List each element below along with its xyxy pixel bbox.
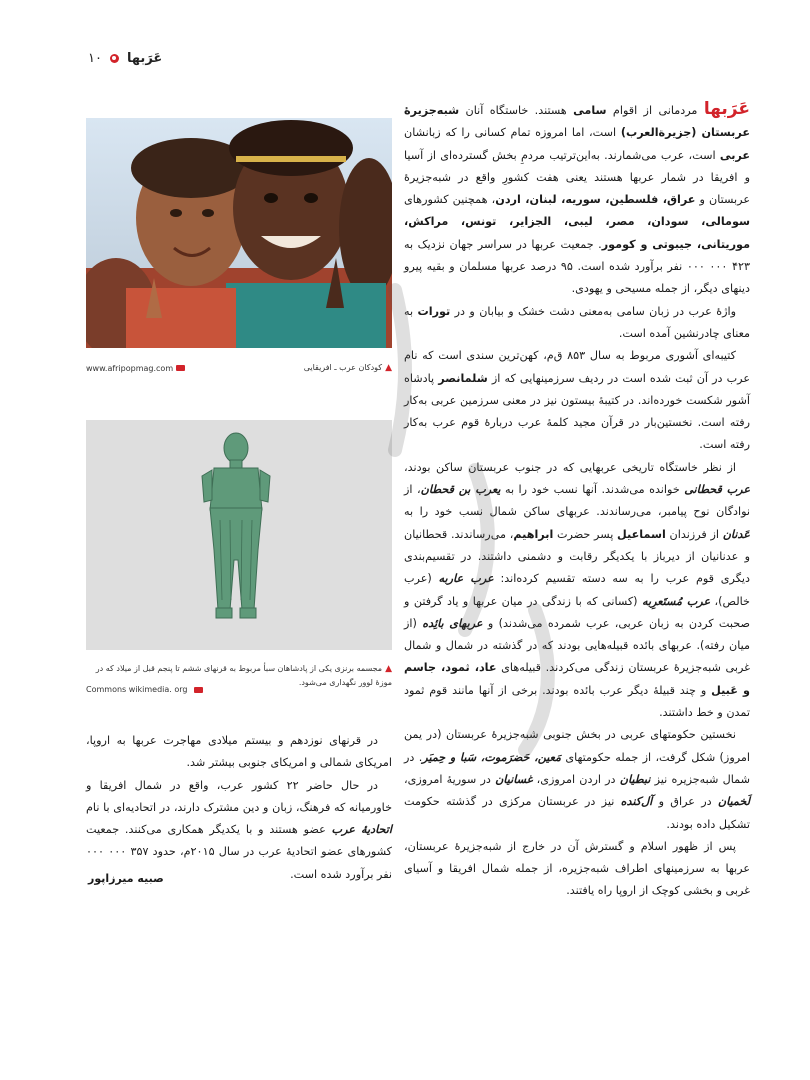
text-run: پادشاه آشور شکست خورده‌اند. در کتیبهٔ بیستون نیز در معنی سرزمین عربی به‌کار رفته است. نخستین‌بار در قرآن مجید کلمهٔ عرب دربارهٔ قوم عرب به‌کار رفته است. [404,371,750,452]
camera-icon [194,687,203,693]
text-run: غسانیان [495,772,533,786]
article-lead-title: عَرَبها [703,99,750,119]
text-run: تورات [417,304,451,318]
text-run: عضو هستند و با یکدیگر همکاری می‌کنند. جمعیت کشورهای عضو اتحادیهٔ عرب در سال ۲۰۱۵م، حدود ۳۵۷ ۰۰۰ ۰۰۰ نفر برآورد شده است. [86,823,393,881]
figure2-credit: Commons wikimedia. org [86,685,203,694]
text-run: و چند قبیلهٔ دیگر عرب بائده بودند. برخی از آنها مانند قوم ثمود تمدن و خط داشتند. [404,683,750,720]
paragraph-governments [404,724,750,835]
article-column-right [404,98,750,903]
text-run: نخستین حکومتهای عربی در بخش جنوبی شبه‌جزیرهٔ عربستان (در یمن امروز) شکل گرفت، از جمله حکومتهای [404,728,750,764]
paragraph-intro [404,98,750,301]
text-run: ، همچنین کشورهای [404,193,496,207]
text-run: مردمانی از اقوام [606,104,704,117]
text-run: نیز در عربستان مرکزی در گذشته حکومت تشکیل داده بودند. [404,795,750,831]
text-run: است، اما امروزه تمام کسانی را که زبانشان [404,126,621,140]
text-run: . در شمال شبه‌جزیره نیز [404,750,750,786]
text-run: سامی [573,104,607,117]
text-run: در سوریهٔ امروزی، [404,772,496,786]
text-run: شبه‌جزیرهٔ عربستان (جزیرةالعرب) [404,104,750,140]
text-run: خوانده می‌شدند. آنها نسب خود را به [500,483,685,497]
paragraph-arab-league [86,775,392,886]
text-run: لَخمیان [717,795,750,809]
text-run: در اردن امروزی، [532,772,620,786]
article-column-left [86,730,392,886]
text-run: مَعین، حَضرَموت، سَبا و حِمیَر [422,750,561,764]
text-run: در عراق و [652,795,718,809]
text-run: پس از ظهور اسلام و گسترش آن در خارج از شبه‌جزیرهٔ عربستان، عربها به سرزمینهای اطراف شبه‌جزیره، از جمله شمال افریقا و آسیای غربی و بخشی کوچک از اروپا راه یافتند. [404,839,750,898]
text-run: عرب قحطانی [684,483,751,497]
text-run: ، می‌رساندند. قحطانیان و عدنانیان از دیرباز با یکدیگر رقابت و دشمنی داشتند. در تقسیم‌بندی دیگری قوم عرب را به سه دسته تقسیم کرده‌اند: [404,527,750,586]
text-run: عربی [719,148,750,162]
figure1-caption-row [86,363,392,373]
page-header [88,46,162,70]
text-run: واژهٔ عرب در زبان سامی به‌معنی دشت خشک و بیابان و در [450,304,737,318]
page-number: ۱۰ [88,50,102,66]
text-run: اتحادیهٔ عرب [331,823,392,837]
text-run: از نظر خاستگاه تاریخی عربهایی که در جنوب عربستان ساکن بودند، [404,460,736,474]
text-run: عَدنان [722,527,750,541]
paragraph-origins [404,457,750,725]
text-run: (کسانی که با زندگی در میان عربها و یاد گرفتن و صحبت کردن به زبان عربی، عرب شمرده می‌شدند) و [404,594,750,630]
text-run: (عرب خالص)، [404,572,750,608]
text-run: اسماعیل [617,527,666,541]
caption-triangle-icon: ▲ [385,664,392,674]
text-run: است، عرب می‌شمارند. به‌این‌ترتیب مردمِ بخش گسترده‌ای از آسیا و افریقا در شمار عربها هستند یعنی هفت کشورِ واقع در شبه‌جزیرهٔ عربستان و [404,148,750,207]
photo-bronze-statue [86,420,392,650]
paragraph-islam [404,836,750,903]
author-name: صبیه میرزاپور [88,872,164,885]
text-run: عرب مُستَعرِبه [641,594,711,608]
paragraph-inscription [404,345,750,456]
figure1-credit: www.afripopmag.com [86,364,185,373]
header-bullet-icon [110,54,119,63]
text-run: کتیبه‌ای آشوری مربوط به سال ۸۵۳ ق‌م، کهن‌ترین سندی است که نام عرب در آن ثبت شده است در ردیف سرزمینهایی که از [404,349,750,385]
text-run: عرب عاربه [438,572,494,586]
text-run: نبطیان [619,772,651,786]
camera-icon [176,365,185,371]
text-run: شلمانصر [438,371,488,385]
text-run: عراق، فلسطین، سوریه، لبنان، اردن [495,193,696,207]
text-run: سومالی، سودان، مصر، لیبی، الجزایر، تونس، مراکش، موریتانی، جیبوتی و کومور [404,215,750,251]
text-run: عاد، ثمود، جاسم و عَبیل [404,661,750,697]
text-run: ، از نوادگان نوح پیامبر، می‌رساندند. عربهای ساکن شمال نسب خود را به [404,483,750,519]
text-run: عربهای بائِده [422,616,483,630]
paragraph-etymology [404,301,750,346]
text-run: در حال حاضر ۲۲ کشور عرب، واقع در شمال افریقا و خاورمیانه که فرهنگ، زبان و دین مشترک دارند، در اتحادیه‌ای با نام [86,778,392,814]
figure2-caption: ▲مجسمه برنزی یکی از پادشاهان سبأ مربوط به قرنهای ششم تا پنجم قبل از میلاد که در موزهٔ لوور نگهداری می‌شود. [95,664,392,687]
text-run: به معنای چادرنشین آمده است. [404,304,750,340]
photo-arab-african-children [86,118,392,348]
text-run: آل‌کنده [620,795,653,809]
text-run: یعرب بن قحطان [420,483,501,497]
text-run: پسر حضرت [553,527,618,541]
text-run: . جمعیت عربها در سراسر جهان نزدیک به ۴۲۳ ۰۰۰ ۰۰۰ نفر برآورد شده است. ۹۵ درصد عربها مسلمان و بقیه پیرو دینهای دیگر، از جمله مسیحی و یهودی. [404,237,751,296]
header-title: عَرَبها [126,50,163,66]
text-run: هستند. خاستگاه آنان [459,104,574,117]
paragraph-migration [86,730,392,775]
text-run: (از میان رفته). عربهای بائده قبیله‌هایی بودند که در گذشته در شمال و شمال غربی شبه‌جزیرهٔ عربستان زندگی می‌کردند. قبیله‌های [404,616,750,675]
text-run: ابراهیم [513,527,554,541]
text-run: از فرزندان [665,527,723,541]
caption-triangle-icon: ▲ [385,363,392,373]
figure1-caption: ▲کودکان عرب ـ افریقایی [303,363,392,373]
text-run: در قرنهای نوزدهم و بیستم میلادی مهاجرت عربها به اروپا، امریکای شمالی و امریکای جنوبی بیشتر شد. [86,734,392,770]
